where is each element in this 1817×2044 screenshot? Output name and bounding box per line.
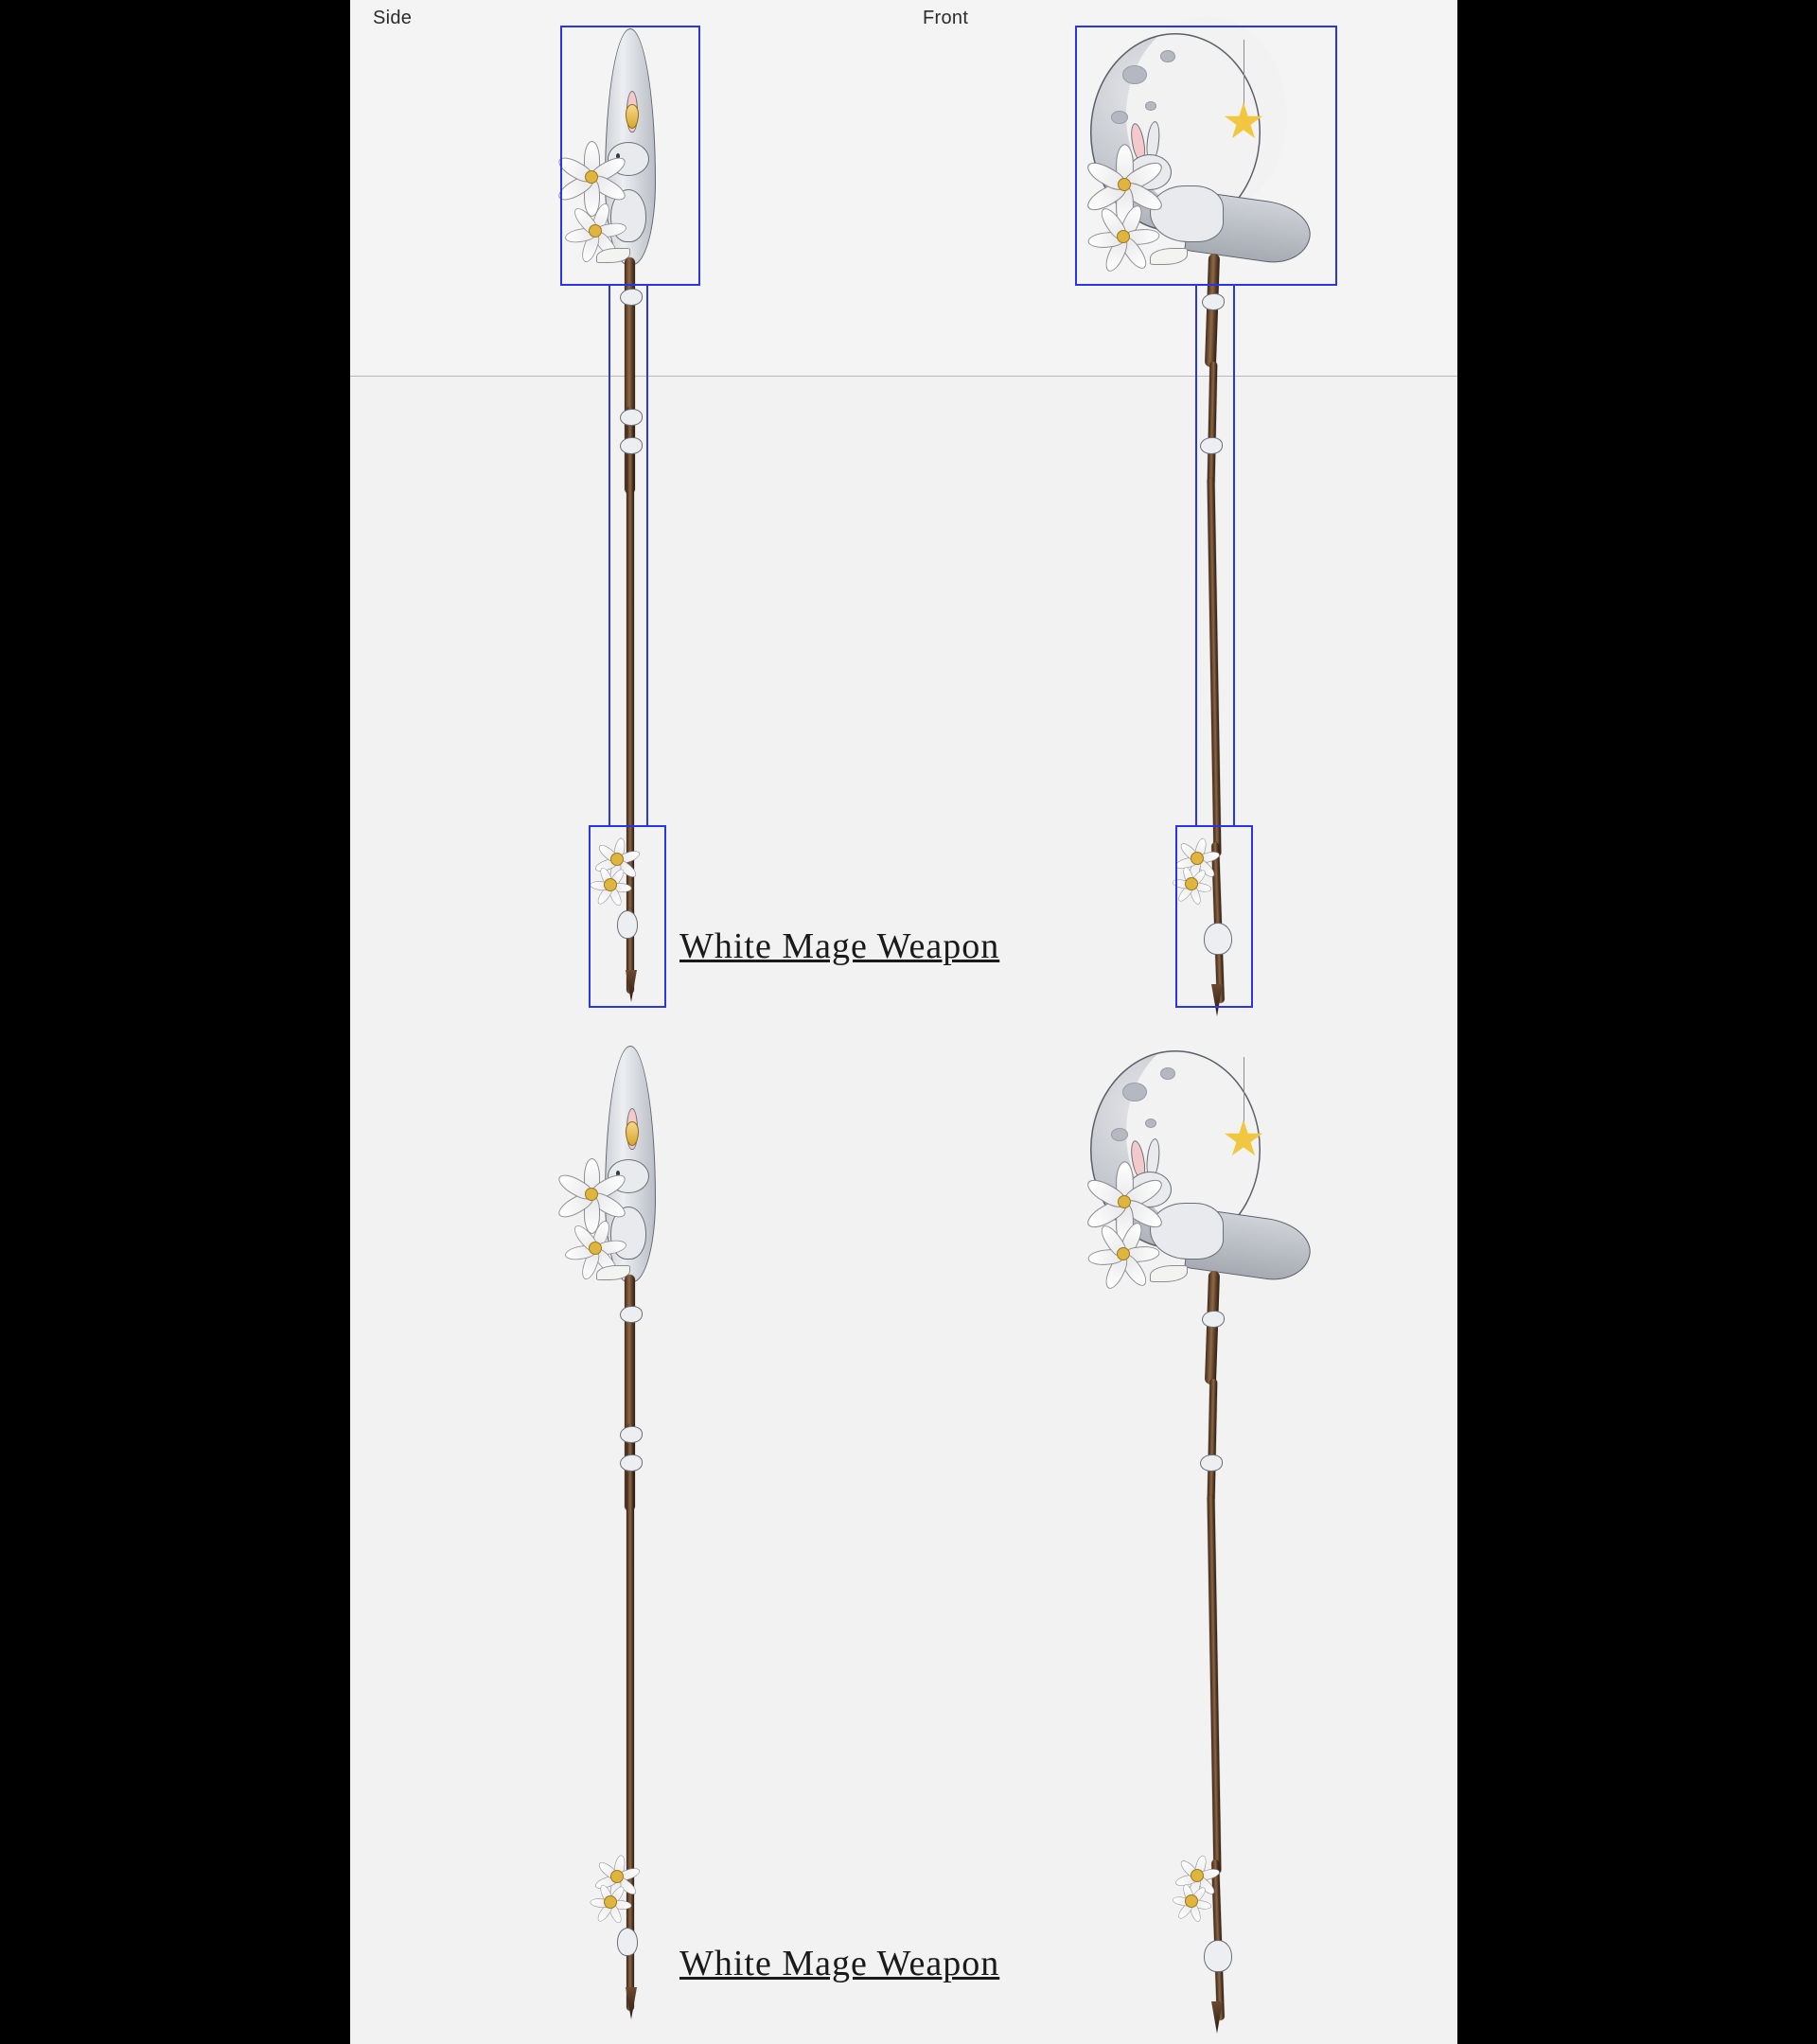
lily-flower-icon — [1173, 1883, 1209, 1919]
bunny-wrap-icon — [1200, 437, 1223, 454]
guide-line-front-left — [1195, 286, 1197, 825]
label-front-view: Front — [923, 8, 969, 28]
caption-bottom: White Mage Weapon — [679, 1944, 1000, 1983]
bunny-wrap-icon — [617, 1928, 638, 1956]
caption-top: White Mage Weapon — [679, 926, 1000, 966]
guide-line-side-left — [609, 286, 610, 825]
bunny-wrap-icon — [620, 1306, 643, 1323]
selection-box-side-tail[interactable] — [589, 825, 666, 1008]
bunny-wrap-icon — [1202, 293, 1225, 310]
bunny-wrap-icon — [620, 1454, 643, 1471]
lily-flower-icon — [591, 1883, 629, 1921]
guide-line-side-right — [646, 286, 648, 825]
selection-box-front-tail[interactable] — [1175, 825, 1253, 1008]
bunny-wrap-icon — [620, 437, 643, 454]
lily-flower-icon — [556, 1159, 626, 1229]
guide-line-front-right — [1233, 286, 1235, 825]
lily-flower-icon — [1090, 1221, 1156, 1287]
bunny-wrap-icon — [1204, 1940, 1232, 1972]
bunny-wrap-icon — [1202, 1311, 1225, 1328]
bunny-wrap-icon — [620, 289, 643, 306]
bunny-wrap-icon — [1200, 1454, 1223, 1471]
selection-box-side-head[interactable] — [560, 26, 700, 286]
bunny-wrap-icon — [620, 409, 643, 426]
label-side-view: Side — [373, 8, 413, 28]
bunny-wrap-icon — [620, 1426, 643, 1443]
selection-box-front-head[interactable] — [1075, 26, 1337, 286]
